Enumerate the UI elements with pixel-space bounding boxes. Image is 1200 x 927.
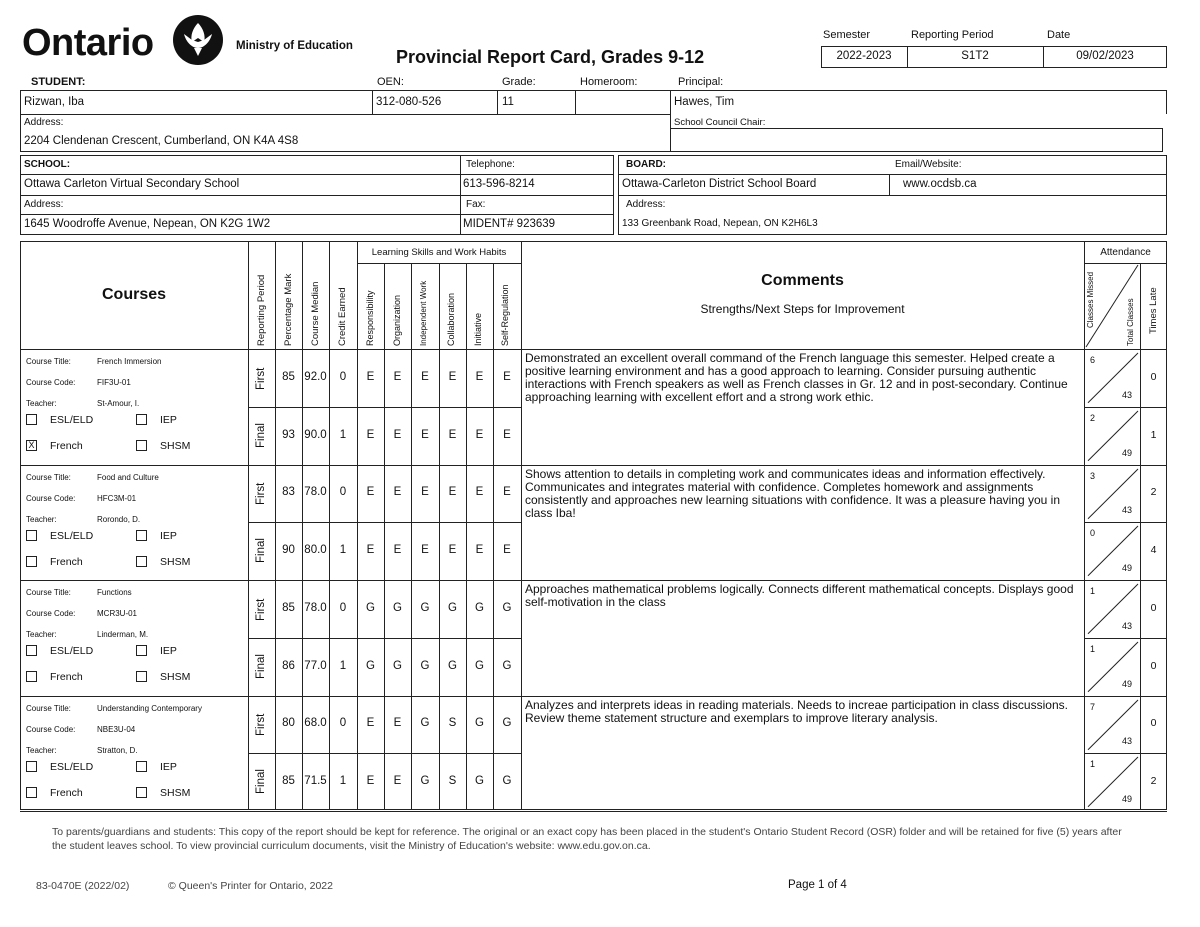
board-label: BOARD: (626, 159, 666, 170)
shsm-checkbox-label: SHSM (160, 555, 191, 568)
reporting-period-cell: Final (255, 422, 267, 448)
skill-initiative-heading: Initiative (473, 312, 483, 346)
learning-skill-cell: G (393, 601, 402, 614)
course-median-heading: Course Median (310, 281, 321, 346)
school-address: 1645 Woodroffe Avenue, Nepean, ON K2G 1W2 (24, 218, 271, 230)
course-median-cell: 92.0 (304, 370, 327, 383)
total-classes-cell: 43 (1122, 505, 1133, 516)
percentage-mark-heading: Percentage Mark (283, 273, 294, 346)
learning-skill-cell: E (366, 428, 375, 441)
iep-checkbox-label: IEP (160, 645, 177, 657)
french-checkbox-label: French (50, 440, 83, 452)
percentage-mark-cell: 83 (282, 486, 295, 499)
total-classes-heading: Total Classes (1126, 298, 1135, 346)
learning-skill-cell: G (448, 659, 457, 672)
school-label: SCHOOL: (24, 159, 71, 170)
learning-skill-cell: E (393, 717, 402, 730)
reporting-period-cell: First (255, 714, 267, 737)
learning-skill-cell: G (475, 775, 484, 788)
times-late-cell: 1 (1150, 428, 1157, 441)
total-classes-cell: 49 (1122, 794, 1133, 804)
learning-skill-cell: E (366, 544, 375, 557)
times-late-cell: 0 (1150, 370, 1157, 383)
credit-earned-cell: 1 (339, 775, 347, 788)
learning-skill-cell: E (503, 370, 511, 383)
classes-missed-cell: 0 (1090, 528, 1096, 539)
course-code-value: NBE3U-04 (97, 724, 136, 734)
classes-missed-cell: 2 (1090, 412, 1096, 423)
total-classes-cell: 49 (1122, 447, 1133, 458)
principal-label: Principal: (678, 76, 724, 88)
total-classes-cell: 43 (1122, 736, 1133, 747)
copyright: © Queen's Printer for Ontario, 2022 (168, 880, 333, 892)
percentage-mark-cell: 90 (282, 544, 295, 557)
esl-checkbox[interactable] (26, 761, 37, 772)
footer-note: To parents/guardians and students: This copy of the report should be kept for reference. The original or an exact copy has been placed in the student's Ontario Student Record (OSR) folder and will be retained for five (5) years after the student leaves school. To view provincial curriculum documents, visit the Ministry of Education's website: www.edu.gov.on.ca. (52, 826, 1122, 852)
ontario-trillium-icon (172, 14, 224, 71)
course-median-cell: 90.0 (304, 428, 327, 441)
course-code-label: Course Code: (26, 609, 76, 618)
learning-skill-cell: E (366, 775, 375, 788)
reporting-period-cell: First (255, 367, 267, 390)
reporting-period-heading: Reporting Period (256, 274, 267, 346)
reporting-period-cell: Final (255, 653, 267, 679)
comments-subheading: Strengths/Next Steps for Improvement (700, 302, 905, 316)
ontario-wordmark: Ontario (22, 22, 154, 64)
credit-earned-cell: 0 (339, 370, 347, 383)
teacher-value: St-Amour, I. (97, 399, 140, 408)
times-late-cell: 0 (1150, 659, 1157, 672)
learning-skill-cell: E (475, 428, 484, 441)
school-address-label: Address: (24, 199, 64, 210)
school-phone: 613-596-8214 (463, 178, 535, 190)
credit-earned-cell: 0 (339, 601, 347, 614)
learning-skill-cell: G (475, 659, 484, 672)
course-title-label: Course Title: (26, 357, 71, 366)
course-median-cell: 78.0 (304, 486, 327, 499)
esl-checkbox-label: ESL/ELD (50, 414, 94, 426)
learning-skill-cell: E (448, 370, 457, 383)
credit-earned-cell: 1 (339, 544, 347, 557)
french-checkbox[interactable]: X (26, 440, 37, 451)
teacher-label: Teacher: (26, 399, 57, 408)
iep-checkbox[interactable] (136, 761, 147, 772)
learning-skill-cell: E (475, 486, 484, 499)
learning-skill-cell: E (421, 428, 429, 441)
esl-checkbox[interactable] (26, 414, 37, 425)
page-number: Page 1 of 4 (788, 879, 847, 891)
council-chair-label: School Council Chair: (674, 117, 766, 128)
iep-checkbox[interactable] (136, 414, 147, 425)
course-code-label: Course Code: (26, 724, 76, 734)
period-value: S1T2 (961, 50, 989, 62)
iep-checkbox-label: IEP (160, 760, 177, 773)
esl-checkbox-label: ESL/ELD (50, 645, 94, 657)
learning-skill-cell: E (475, 544, 484, 557)
student-address: 2204 Clendenan Crescent, Cumberland, ON K4A 4S8 (24, 135, 299, 147)
learning-skill-cell: G (502, 775, 512, 788)
teacher-label: Teacher: (26, 514, 57, 524)
course-title-label: Course Title: (26, 703, 71, 713)
course-median-cell: 77.0 (304, 659, 327, 672)
learning-skill-cell: E (366, 486, 375, 499)
board-address-label: Address: (626, 199, 666, 210)
course-title-value: French Immersion (97, 357, 162, 366)
credit-earned-cell: 0 (339, 486, 347, 499)
learning-skill-cell: E (393, 775, 402, 788)
learning-skill-cell: E (448, 428, 457, 441)
board-name: Ottawa-Carleton District School Board (622, 178, 817, 190)
learning-skill-cell: E (366, 717, 375, 730)
learning-skill-cell: G (502, 601, 512, 614)
teacher-value: Linderman, M. (97, 630, 149, 639)
reporting-period-cell: First (255, 483, 267, 506)
skill-responsibility-heading: Responsibility (365, 290, 375, 346)
course-title-label: Course Title: (26, 588, 71, 597)
total-classes-cell: 43 (1122, 389, 1133, 400)
learning-skill-cell: G (502, 717, 512, 730)
credit-earned-cell: 1 (339, 428, 347, 441)
shsm-checkbox[interactable] (136, 671, 147, 682)
grade-label: Grade: (502, 76, 536, 88)
course-median-cell: 68.0 (304, 717, 327, 730)
course-comment: Approaches mathematical problems logically. Connects different mathematical concepts. Displays good self-motivation in the class (525, 582, 1074, 609)
percentage-mark-cell: 85 (282, 601, 295, 614)
esl-checkbox[interactable] (26, 530, 37, 541)
course-code-value: FIF3U-01 (97, 378, 131, 387)
iep-checkbox[interactable] (136, 645, 147, 656)
percentage-mark-cell: 85 (282, 370, 295, 383)
learning-skill-cell: G (502, 659, 512, 672)
percentage-mark-cell: 93 (282, 428, 295, 441)
french-checkbox[interactable] (26, 671, 37, 682)
times-late-cell: 2 (1150, 486, 1157, 499)
courses-heading: Courses (101, 286, 167, 303)
comments-heading: Comments (761, 272, 844, 289)
date-value: 09/02/2023 (1076, 50, 1134, 62)
credit-earned-cell: 1 (339, 659, 347, 672)
classes-missed-heading: Classes Missed (1086, 271, 1095, 328)
total-classes-cell: 49 (1122, 563, 1133, 573)
student-address-label: Address: (24, 117, 64, 128)
french-checkbox-label: French (50, 555, 83, 568)
learning-skill-cell: G (366, 659, 375, 672)
learning-skill-cell: E (475, 370, 484, 383)
learning-skill-cell: S (448, 775, 457, 788)
french-checkbox[interactable] (26, 787, 37, 798)
homeroom-label: Homeroom: (580, 76, 638, 88)
board-website: www.ocdsb.ca (903, 178, 977, 190)
learning-skill-cell: E (503, 486, 511, 499)
percentage-mark-cell: 80 (282, 717, 295, 730)
classes-missed-cell: 6 (1090, 355, 1096, 365)
learning-skill-cell: E (421, 370, 429, 383)
iep-checkbox-label: IEP (160, 529, 177, 542)
shsm-checkbox-label: SHSM (160, 440, 191, 452)
percentage-mark-cell: 85 (282, 775, 295, 788)
skill-independent-work-heading: Independent Work (419, 280, 428, 346)
teacher-value: Rorondo, D. (97, 514, 141, 524)
iep-checkbox[interactable] (136, 530, 147, 541)
reporting-period-label: Reporting Period (911, 29, 994, 41)
learning-skill-cell: E (421, 544, 429, 557)
course-median-cell: 78.0 (304, 601, 327, 614)
times-late-heading: Times Late (1148, 287, 1159, 334)
reporting-period-cell: Final (255, 538, 267, 564)
course-title-value: Understanding Contemporary (97, 703, 202, 713)
learning-skill-cell: E (393, 370, 402, 383)
reporting-period-cell: First (255, 598, 267, 621)
shsm-checkbox[interactable] (136, 787, 147, 798)
course-median-cell: 80.0 (304, 544, 327, 557)
attendance-heading: Attendance (1100, 247, 1151, 258)
school-fax: MIDENT# 923639 (463, 218, 556, 230)
learning-skill-cell: S (448, 717, 457, 730)
credit-earned-cell: 0 (339, 717, 347, 730)
learning-skill-cell: G (448, 601, 457, 614)
form-code: 83-0470E (2022/02) (36, 880, 130, 892)
ministry-name: Ministry of Education (236, 40, 353, 52)
fax-label: Fax: (466, 199, 486, 210)
student-name: Rizwan, Iba (24, 96, 85, 108)
classes-missed-cell: 1 (1090, 643, 1096, 654)
learning-skill-cell: G (420, 717, 430, 730)
learning-skill-cell: E (503, 544, 511, 557)
learning-skill-cell: G (475, 601, 484, 614)
course-comment: Analyzes and interprets ideas in reading materials. Needs to increae participation in class discussions. Review theme statement structure and exemplars to improve literary analysis. (525, 697, 1068, 725)
semester-value: 2022-2023 (836, 50, 892, 62)
teacher-value: Stratton, D. (97, 745, 138, 755)
classes-missed-cell: 1 (1090, 586, 1096, 596)
lswh-heading: Learning Skills and Work Habits (371, 247, 507, 258)
shsm-checkbox[interactable] (136, 440, 147, 451)
learning-skill-cell: G (475, 717, 484, 730)
learning-skill-cell: G (420, 601, 430, 614)
course-median-cell: 71.5 (304, 775, 327, 788)
grade-value: 11 (502, 96, 514, 108)
telephone-label: Telephone: (466, 159, 515, 170)
learning-skill-cell: E (421, 486, 429, 499)
email-website-label: Email/Website: (895, 159, 962, 170)
credit-earned-heading: Credit Earned (337, 287, 348, 346)
learning-skill-cell: G (393, 659, 402, 672)
oen-label: OEN: (377, 76, 404, 88)
course-code-label: Course Code: (26, 493, 76, 503)
classes-missed-cell: 3 (1090, 470, 1096, 481)
semester-label: Semester (823, 29, 871, 41)
times-late-cell: 4 (1150, 544, 1157, 557)
skill-organization-heading: Organization (392, 294, 402, 346)
shsm-checkbox-label: SHSM (160, 671, 191, 683)
esl-checkbox-label: ESL/ELD (50, 760, 94, 773)
teacher-label: Teacher: (26, 630, 57, 639)
learning-skill-cell: E (448, 544, 457, 557)
course-title-label: Course Title: (26, 472, 71, 482)
course-comment: Shows attention to details in completing work and communicates ideas and information effectively. Communicates and integrates material with confidence. Completes homework and assignments consistently and approaches new learning situations with confidence. It was a pleasure having you in class Iba! (525, 466, 1060, 520)
learning-skill-cell: E (448, 486, 457, 499)
course-comment: Demonstrated an excellent overall command of the French language this semester. Helped create a positive learning environment and has a good approach to learning. Consider pursuing authentic interactions with French speakers as well as French classes in Gr. 12 and in post-secondary. Continue approaching learning with excellent effort and a strong work ethic. (525, 351, 1068, 404)
report-title: Provincial Report Card, Grades 9-12 (396, 47, 705, 67)
classes-missed-cell: 1 (1090, 759, 1096, 770)
french-checkbox[interactable] (26, 556, 37, 567)
board-address: 133 Greenbank Road, Nepean, ON K2H6L3 (622, 218, 818, 229)
learning-skill-cell: E (503, 428, 511, 441)
principal-value: Hawes, Tim (674, 96, 735, 108)
classes-missed-cell: 7 (1090, 701, 1096, 712)
skill-collaboration-heading: Collaboration (446, 292, 456, 346)
course-title-value: Functions (97, 588, 132, 597)
reporting-period-cell: Final (255, 769, 267, 795)
times-late-cell: 0 (1150, 601, 1157, 614)
oen-value: 312-080-526 (376, 96, 442, 108)
course-code-label: Course Code: (26, 378, 76, 387)
teacher-label: Teacher: (26, 745, 57, 755)
total-classes-cell: 49 (1122, 678, 1133, 689)
iep-checkbox-label: IEP (160, 414, 177, 426)
shsm-checkbox[interactable] (136, 556, 147, 567)
times-late-cell: 2 (1150, 775, 1157, 788)
esl-checkbox[interactable] (26, 645, 37, 656)
total-classes-cell: 43 (1122, 620, 1133, 631)
school-name: Ottawa Carleton Virtual Secondary School (24, 178, 240, 190)
learning-skill-cell: E (393, 544, 402, 557)
shsm-checkbox-label: SHSM (160, 786, 191, 799)
french-checkbox-label: French (50, 671, 83, 683)
learning-skill-cell: E (366, 370, 375, 383)
esl-checkbox-label: ESL/ELD (50, 529, 94, 542)
french-checkbox-label: French (50, 786, 83, 799)
times-late-cell: 0 (1150, 717, 1157, 730)
date-label: Date (1047, 29, 1071, 41)
course-code-value: HFC3M-01 (97, 493, 137, 503)
learning-skill-cell: E (393, 486, 402, 499)
learning-skill-cell: G (366, 601, 375, 614)
learning-skill-cell: G (420, 659, 430, 672)
course-title-value: Food and Culture (97, 472, 159, 482)
learning-skill-cell: E (393, 428, 402, 441)
course-code-value: MCR3U-01 (97, 609, 138, 618)
student-label: STUDENT: (31, 76, 86, 88)
percentage-mark-cell: 86 (282, 659, 295, 672)
learning-skill-cell: G (420, 775, 430, 788)
skill-self-regulation-heading: Self-Regulation (500, 284, 510, 346)
